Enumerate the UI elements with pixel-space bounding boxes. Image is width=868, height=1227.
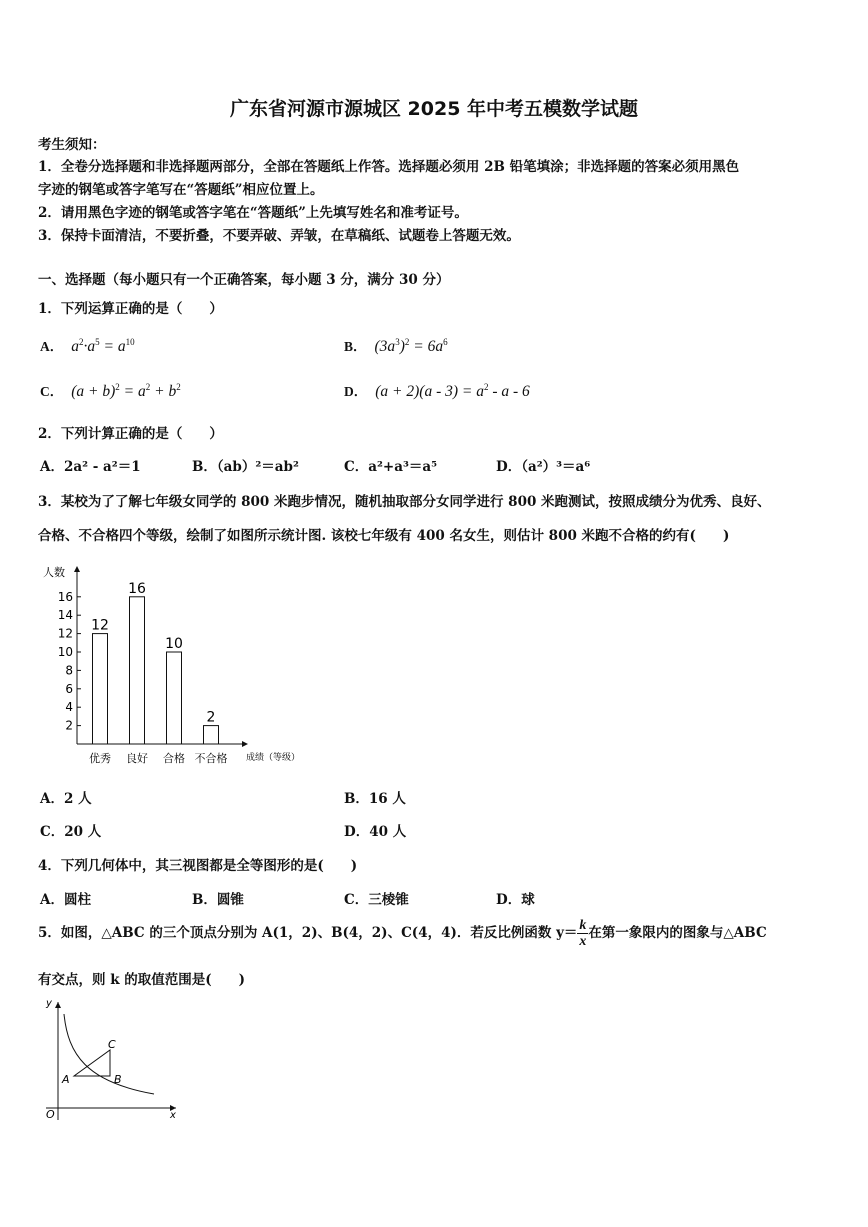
q4-option-c: C．三棱锥 [344, 892, 409, 908]
q1-option-c: C． $(a + b)^2 = a^2 + b^2$ [40, 381, 181, 400]
x-axis-arrow [242, 741, 248, 747]
q1-option-b: B． $(3a^3)^2 = 6a^6$ [344, 336, 448, 355]
y-tick-label: 8 [65, 663, 73, 678]
y-tick-label: 4 [65, 700, 73, 715]
q3-option-c: C．20 人 [40, 824, 102, 840]
q4-option-a: A．圆柱 [40, 892, 91, 908]
bar-value-label: 2 [206, 709, 216, 726]
notice-heading: 考生须知： [38, 137, 106, 153]
triangle-abc [74, 1050, 110, 1076]
y-axis-arrow [55, 1002, 61, 1008]
page-title: 广东省河源市源城区 2025 年中考五模数学试题 [229, 98, 639, 120]
q2-option-a: A．2a² - a²＝1 [40, 459, 141, 475]
y-axis-title: 人数 [43, 566, 65, 579]
hyperbola-curve [64, 1014, 154, 1094]
x-axis-title: 成绩（等级） [246, 753, 301, 763]
bar-value-label: 16 [128, 580, 146, 597]
y-axis-arrow [74, 566, 80, 572]
x-category-label: 优秀 [89, 752, 111, 765]
q1-option-d: D． $(a + 2)(a - 3) = a^2 - a - 6$ [344, 381, 530, 400]
q3-option-a: A．2 人 [40, 791, 92, 807]
x-category-label: 良好 [126, 752, 148, 765]
q4-option-b: B．圆锥 [192, 892, 244, 908]
question-4-stem: 4．下列几何体中，其三视图都是全等图形的是( ) [38, 858, 358, 874]
bar [130, 597, 145, 744]
q1-option-a: A． $a^2\cdot a^5 = a^{10}$ [40, 336, 135, 355]
x-category-label: 不合格 [194, 752, 228, 765]
question-3-stem: 3．某校为了了解七年级女同学的 800 米跑步情况，随机抽取部分女同学进行 800 米跑测试，按照成绩分为优秀、良好、 [38, 494, 771, 510]
section-heading: 一、选择题（每小题只有一个正确答案，每小题 3 分，满分 30 分） [38, 272, 450, 288]
question-1-stem: 1．下列运算正确的是（ ） [38, 301, 223, 317]
notice-line: 1．全卷分选择题和非选择题两部分，全部在答题纸上作答。选择题必须用 2B 铅笔填涂；非选择题的答案必须用黑色 [38, 159, 740, 175]
y-tick-label: 10 [57, 645, 73, 659]
point-b-label: B [114, 1073, 122, 1086]
q2-option-b: B．（ab）²＝ab² [192, 459, 299, 475]
hyperbola-graph [36, 994, 186, 1124]
bar-value-label: 12 [91, 617, 109, 634]
q4-option-d: D．球 [496, 892, 535, 908]
bar [93, 634, 108, 744]
origin-label: O [46, 1108, 55, 1121]
fraction-k-over-x: $\frac{k}{x}$ [579, 918, 587, 949]
bar-chart [36, 560, 336, 772]
y-tick-label: 14 [57, 608, 73, 623]
y-tick-label: 12 [57, 626, 73, 641]
y-axis-label: y [46, 998, 52, 1009]
question-3-stem-cont: 合格、不合格四个等级，绘制了如图所示统计图. 该校七年级有 400 名女生，则估计 800 米跑不合格的约有( ) [38, 528, 730, 544]
q2-option-d: D．（a²）³＝a⁶ [496, 459, 591, 475]
bar [167, 652, 182, 744]
point-c-label: C [108, 1038, 116, 1051]
y-tick-label: 6 [65, 681, 73, 696]
notice-line: 2．请用黑色字迹的钢笔或答字笔在“答题纸”上先填写姓名和准考证号。 [38, 205, 468, 221]
point-a-label: A [62, 1073, 70, 1086]
question-5-stem: 5．如图，△ABC 的三个顶点分别为 A(1，2)、B(4，2)、C(4，4)．若反比例函数 y＝ $\frac{k}{x}$ 在第一象限内的图象与△ABC [38, 918, 767, 949]
notice-line: 3．保持卡面清洁，不要折叠，不要弄破、弄皱，在草稿纸、试题卷上答题无效。 [38, 228, 520, 244]
question-5-stem-cont: 有交点，则 k 的取值范围是( ) [38, 972, 246, 988]
question-2-stem: 2．下列计算正确的是（ ） [38, 426, 223, 442]
x-axis-label: x [170, 1110, 176, 1121]
q3-option-d: D．40 人 [344, 824, 407, 840]
y-tick-label: 16 [57, 589, 73, 604]
bar [204, 726, 219, 744]
q3-option-b: B．16 人 [344, 791, 406, 807]
notice-line: 字迹的钢笔或答字笔写在“答题纸”相应位置上。 [38, 182, 324, 198]
y-tick-label: 2 [65, 718, 73, 733]
q2-option-c: C．a²+a³＝a⁵ [344, 459, 438, 475]
x-category-label: 合格 [163, 752, 185, 765]
bar-value-label: 10 [165, 636, 183, 652]
